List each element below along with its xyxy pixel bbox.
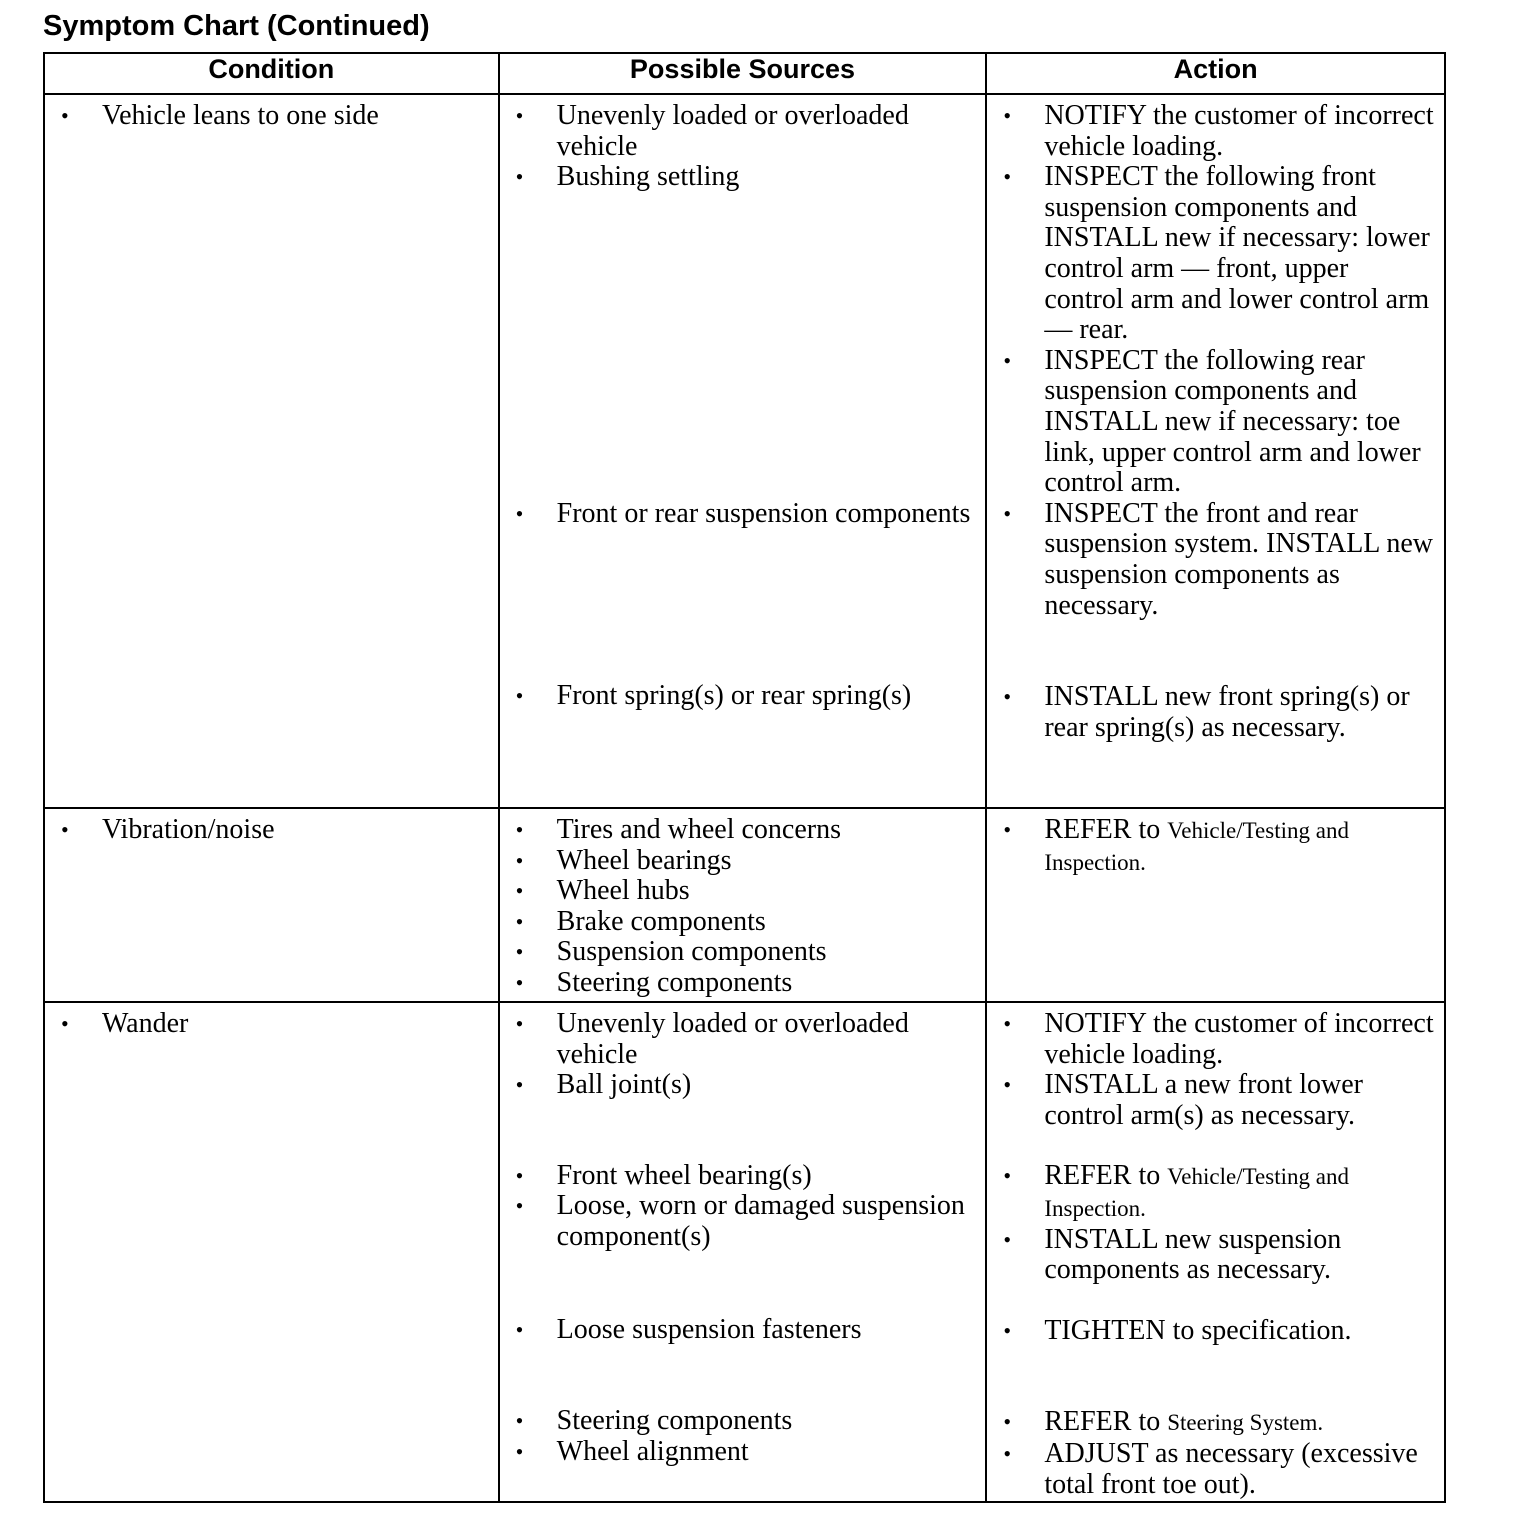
source-text: Tires and wheel concerns xyxy=(556,814,841,845)
action-item xyxy=(987,1161,1444,1224)
source-item xyxy=(500,1070,986,1101)
bullet: • xyxy=(515,1438,524,1464)
action-text: REFER to xyxy=(1044,1160,1168,1192)
table-body xyxy=(44,94,1445,1502)
bullet: • xyxy=(515,1011,524,1036)
action-text: INSPECT the front and rear suspension system. INSTALL new suspension components as necessary. xyxy=(1044,497,1434,621)
bullet: • xyxy=(515,847,524,873)
condition-text: Vehicle leans to one side xyxy=(102,100,379,131)
condition-item xyxy=(45,1009,498,1040)
header-row xyxy=(44,53,1445,94)
action-item xyxy=(987,1225,1444,1286)
header-condition: Condition xyxy=(44,53,499,94)
action-text: INSTALL a new front lower control arm(s) as necessary. xyxy=(1044,1069,1363,1131)
condition-item xyxy=(45,101,498,132)
action-text: NOTIFY the customer of incorrect vehicle loading. xyxy=(1044,1008,1434,1070)
action-text: ADJUST as necessary (excessive total front toe out). xyxy=(1044,1437,1418,1500)
sources-cell xyxy=(499,94,987,808)
bullet: • xyxy=(515,1072,524,1098)
source-text: Unevenly loaded or overloaded vehicle xyxy=(556,100,909,162)
source-item xyxy=(500,499,986,530)
bullet: • xyxy=(1003,1226,1012,1252)
bullet: • xyxy=(515,908,524,934)
bullet: • xyxy=(1003,164,1012,190)
source-item xyxy=(500,1009,986,1070)
actions-group xyxy=(987,1009,1444,1131)
action-item xyxy=(987,1009,1444,1070)
action-item xyxy=(987,346,1444,499)
source-item xyxy=(500,162,986,193)
source-text: Brake components xyxy=(556,905,766,937)
sources-group xyxy=(500,1406,986,1467)
actions-group xyxy=(987,815,1444,878)
source-item xyxy=(500,968,986,999)
source-text: Wheel bearings xyxy=(556,844,732,876)
action-text: REFER to xyxy=(1044,1406,1168,1438)
action-text: NOTIFY the customer of incorrect vehicle loading. xyxy=(1044,100,1434,162)
bullet: • xyxy=(61,103,69,128)
action-item xyxy=(987,1070,1444,1131)
action-text: INSPECT the following rear suspension components and INSTALL new if necessary: toe link, upper control arm and lower control arm. xyxy=(1044,344,1421,499)
action-item xyxy=(987,682,1444,743)
condition-text: Wander xyxy=(102,1008,189,1039)
action-cell xyxy=(986,94,1445,808)
source-item xyxy=(500,1191,986,1252)
bullet: • xyxy=(1003,1163,1012,1189)
bullet: • xyxy=(515,1162,524,1188)
source-text: Bushing settling xyxy=(556,161,740,193)
source-item xyxy=(500,815,986,846)
sources-cell xyxy=(499,808,987,1002)
table-row xyxy=(44,1002,1445,1502)
condition-cell xyxy=(44,808,499,1002)
actions-group xyxy=(987,101,1444,499)
sources-group xyxy=(500,101,986,193)
source-text: Wheel hubs xyxy=(556,875,690,907)
source-item xyxy=(500,907,986,938)
action-cell xyxy=(986,1002,1445,1502)
action-item xyxy=(987,1407,1444,1439)
actions-group xyxy=(987,1407,1444,1500)
bullet: • xyxy=(515,164,524,190)
action-text: INSPECT the following front suspension components and INSTALL new if necessary: lower control arm — front, upper control arm and lower control arm — rear. xyxy=(1044,161,1430,346)
bullet: • xyxy=(61,817,69,842)
reference-link-text: Vehicle/Testing and Inspection. xyxy=(1044,818,1349,875)
actions-group xyxy=(987,682,1444,743)
action-text: TIGHTEN to specification. xyxy=(1044,1314,1352,1346)
bullet: • xyxy=(1003,684,1012,710)
source-text: Front or rear suspension components xyxy=(556,497,971,529)
bullet: • xyxy=(515,939,524,965)
action-item xyxy=(987,499,1444,621)
page-title: Symptom Chart (Continued) xyxy=(43,10,430,42)
bullet: • xyxy=(1003,1072,1012,1098)
source-text: Steering components xyxy=(556,966,793,998)
condition-cell xyxy=(44,1002,499,1502)
bullet: • xyxy=(515,817,524,842)
bullet: • xyxy=(1003,1440,1012,1466)
source-text: Loose, worn or damaged suspension component(s) xyxy=(556,1190,965,1252)
source-item xyxy=(500,846,986,877)
action-item xyxy=(987,815,1444,878)
sources-group xyxy=(500,681,986,712)
table-row xyxy=(44,94,1445,808)
header-action: Action xyxy=(986,53,1445,94)
source-item xyxy=(500,1161,986,1192)
bullet: • xyxy=(1003,500,1012,526)
action-text: INSTALL new suspension components as necessary. xyxy=(1044,1223,1342,1286)
header-possible-sources: Possible Sources xyxy=(499,53,987,94)
actions-group xyxy=(987,499,1444,621)
sources-cell xyxy=(499,1002,987,1502)
reference-link-text: Vehicle/Testing and Inspection. xyxy=(1044,1164,1349,1221)
bullet: • xyxy=(515,969,524,995)
source-text: Ball joint(s) xyxy=(556,1069,692,1101)
bullet: • xyxy=(1003,817,1012,842)
bullet: • xyxy=(1003,1011,1012,1036)
source-item xyxy=(500,1315,986,1346)
action-text: INSTALL new front spring(s) or rear spring(s) as necessary. xyxy=(1044,681,1410,743)
action-item xyxy=(987,1439,1444,1500)
bullet: • xyxy=(1003,1317,1012,1343)
table-row xyxy=(44,808,1445,1002)
source-item xyxy=(500,681,986,712)
action-item xyxy=(987,162,1444,346)
bullet: • xyxy=(1003,1409,1012,1435)
sources-group xyxy=(500,1161,986,1253)
bullet: • xyxy=(515,500,524,526)
actions-group xyxy=(987,1316,1444,1347)
symptom-chart-table xyxy=(43,52,1446,1503)
action-text: REFER to xyxy=(1044,814,1168,845)
source-text: Wheel alignment xyxy=(556,1435,749,1467)
source-text: Unevenly loaded or overloaded vehicle xyxy=(556,1008,909,1070)
source-text: Front spring(s) or rear spring(s) xyxy=(556,680,912,712)
condition-item xyxy=(45,815,498,846)
bullet: • xyxy=(1003,347,1012,373)
bullet: • xyxy=(515,878,524,904)
sources-group xyxy=(500,1315,986,1346)
action-item xyxy=(987,1316,1444,1347)
source-item xyxy=(500,1437,986,1468)
actions-group xyxy=(987,1161,1444,1285)
bullet: • xyxy=(515,103,524,128)
source-item xyxy=(500,876,986,907)
bullet: • xyxy=(515,1408,524,1434)
bullet: • xyxy=(1003,103,1012,128)
source-text: Loose suspension fasteners xyxy=(556,1313,862,1345)
bullet: • xyxy=(515,1316,524,1342)
source-item xyxy=(500,1406,986,1437)
action-item xyxy=(987,101,1444,162)
source-item xyxy=(500,937,986,968)
bullet: • xyxy=(61,1011,69,1036)
reference-link-text: Steering System. xyxy=(1167,1410,1324,1436)
bullet: • xyxy=(515,1193,524,1219)
condition-cell xyxy=(44,94,499,808)
condition-text: Vibration/noise xyxy=(102,814,275,845)
sources-group xyxy=(500,1009,986,1101)
sources-group xyxy=(500,499,986,530)
source-text: Front wheel bearing(s) xyxy=(556,1159,812,1191)
bullet: • xyxy=(515,683,524,709)
source-text: Steering components xyxy=(556,1405,793,1437)
sources-group xyxy=(500,815,986,999)
source-item xyxy=(500,101,986,162)
action-cell xyxy=(986,808,1445,1002)
source-text: Suspension components xyxy=(556,936,827,968)
